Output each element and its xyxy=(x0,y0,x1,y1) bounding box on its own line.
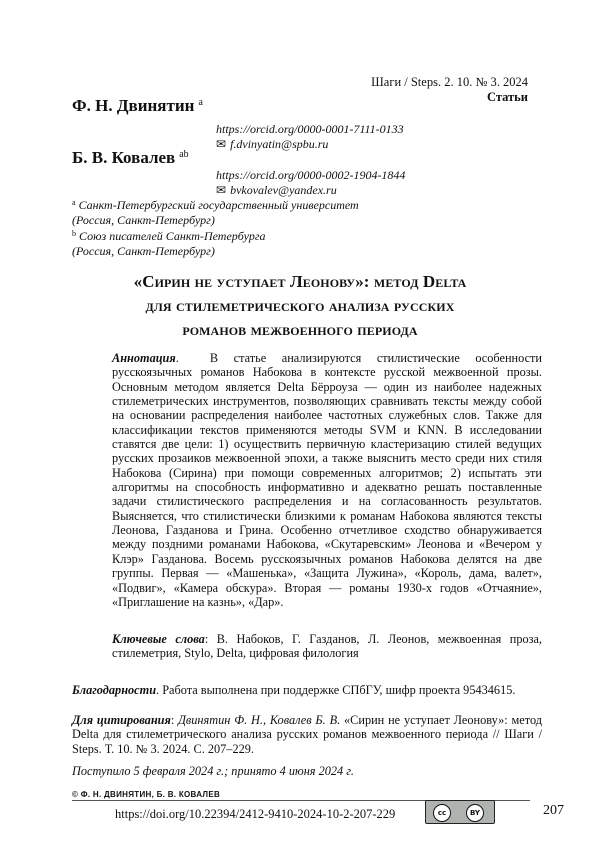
title-line-2: для стилеметрического анализа русских xyxy=(145,296,455,315)
author-1-contacts xyxy=(216,122,404,152)
author-1 xyxy=(72,96,203,116)
attribution-icon: BY xyxy=(466,804,484,822)
acknowledgments-text: Работа выполнена при поддержке СПбГУ, шифр проекта 95434615. xyxy=(162,683,516,697)
author-name: Ф. Н. Двинятин xyxy=(72,96,195,115)
acknowledgments-label: Благодарности xyxy=(72,683,157,697)
affiliation-b-location: (Россия, Санкт-Петербург) xyxy=(72,243,215,258)
page-number: 207 xyxy=(543,803,564,818)
affiliations xyxy=(72,196,359,258)
journal-issue: Шаги / Steps. 2. 10. № 3. 2024 xyxy=(371,75,528,89)
email-link[interactable]: bvkovalev@yandex.ru xyxy=(230,183,337,197)
citation-authors: Двинятин Ф. Н., Ковалев Б. В. xyxy=(178,713,341,727)
cc-by-license-badge[interactable] xyxy=(425,800,495,824)
author-affiliation-mark: a xyxy=(198,97,203,108)
title-line-1: «Сирин не уступает Леонову»: метод Delta xyxy=(133,272,467,291)
keywords: Ключевые слова: В. Набоков, Г. Газданов, Л. Леонов, межвоенная проза, стилеметрия, Stylo, Delta, цифровая филология xyxy=(112,632,543,661)
received-dates: Поступило 5 февраля 2024 г.; принято 4 июня 2024 г. xyxy=(72,764,354,778)
affiliation-mark: b xyxy=(72,229,76,238)
keywords-text: В. Набоков, Г. Газданов, Л. Леонов, межвоенная проза, стилеметрия, Stylo, Delta, цифровая филология xyxy=(112,632,543,661)
title-line-3: романов межвоенного периода xyxy=(182,320,418,339)
author-2 xyxy=(72,148,189,168)
affiliation-mark: a xyxy=(72,198,76,207)
article-title xyxy=(60,270,540,342)
envelope-icon: ✉ xyxy=(216,137,227,151)
author-affiliation-mark: ab xyxy=(179,149,189,160)
orcid-link[interactable]: https://orcid.org/0000-0001-7111-0133 xyxy=(216,122,404,136)
affiliation-name: Санкт-Петербургский государственный университет xyxy=(78,198,359,212)
acknowledgments: Благодарности. Работа выполнена при поддержке СПбГУ, шифр проекта 95434615. xyxy=(72,683,516,697)
email-link[interactable]: f.dvinyatin@spbu.ru xyxy=(230,137,329,151)
copyright-notice: © Ф. Н. ДВИНЯТИН, Б. В. КОВАЛЕВ xyxy=(72,790,226,799)
author-name: Б. В. Ковалев xyxy=(72,148,176,167)
affiliation-name: Союз писателей Санкт-Петербурга xyxy=(79,229,266,243)
abstract-label: Аннотация xyxy=(112,351,176,365)
envelope-icon: ✉ xyxy=(216,183,227,197)
journal-section: Статьи xyxy=(486,90,528,104)
abstract: Аннотация. В статье анализируются стилистические особенности русскоязычных романов Набокова в контексте русской межвоенной прозы. Основным методом является Delta Бёрроуза — один из наиболее надежных стилеметрических инструментов, позволяющих сравнивать тексты между собой на основании распределения наиболее частотных служебных слов. Также для классификации текстов применяются методы SVM и KNN. В исследовании ставятся две цели: 1) осуществить первичную кластеризацию стилей ведущих русских прозаиков межвоенной эпохи, а также выяснить место среди них стиля Набокова (Сирина) при помощи современных алгоритмов; 2) испытать эти алгоритмы на способность информативно и адекватно решать поставленные задачи стилистического распределения и на согласованность результатов. Выясняется, что стилистически близкими к романам Набокова являются тексты Леонова, Газданова и Грина. Особенно отчетливое сходство обнаруживается между поздними романами Набокова, «Скутаревским» Леонова и «Вечером у Клэр» Газданова. Восемь русскоязычных романов Набокова делятся на две группы. Первая — «Машенька», «Защита Лужина», «Король, дама, валет», «Подвиг», «Камера обскура». Вторая — романы 1930-х годов «Отчаяние», «Приглашение на казнь», «Дар». xyxy=(112,351,542,609)
cc-icon: cc xyxy=(433,804,451,822)
citation-label: Для цитирования xyxy=(72,713,171,727)
email-line xyxy=(216,137,404,152)
journal-header xyxy=(371,75,528,105)
doi-link[interactable]: https://doi.org/10.22394/2412-9410-2024-10-2-207-229 xyxy=(115,807,396,821)
affiliation-b xyxy=(72,227,359,244)
citation-text: «Сирин не уступает Леонову»: метод Delta для стилеметрического анализа русских романов межвоенного периода // Шаги / Steps. Т. 10. № 3. 2024. С. 207–229. xyxy=(72,713,542,756)
affiliation-a-location: (Россия, Санкт-Петербург) xyxy=(72,212,215,227)
abstract-text: В статье анализируются стилистические особенности русскоязычных романов Набокова в контексте русской межвоенной прозы. Основным методом является Delta Бёрроуза — один из наиболее надежных стилеметрических инструментов, позволяющих сравнивать тексты между собой на основании распределения наиболее частотных служебных слов. Также для классификации текстов применяются методы SVM и KNN. В исследовании ставятся две цели: 1) осуществить первичную кластеризацию стилей ведущих русских прозаиков межвоенной эпохи, а также выяснить место среди них стиля Набокова (Сирина) при помощи современных алгоритмов; 2) испытать эти алгоритмы на способность информативно и адекватно решать поставленные задачи стилистического распределения и на согласованность результатов. Выясняется, что стилистически близкими к романам Набокова являются тексты Леонова, Газданова и Грина. Особенно отчетливое сходство обнаруживается между поздними романами Набокова, «Скутаревским» Леонова и «Вечером у Клэр» Газданова. Восемь русскоязычных романов Набокова делятся на две группы. Первая — «Машенька», «Защита Лужина», «Король, дама, валет», «Подвиг», «Камера обскура». Вторая — романы 1930-х годов «Отчаяние», «Приглашение на казнь», «Дар». xyxy=(112,351,542,609)
affiliation-a xyxy=(72,196,359,213)
citation: Для цитирования: Двинятин Ф. Н., Ковалев Б. В. «Сирин не уступает Леонову»: метод Delta для стилеметрического анализа русских романов межвоенного периода // Шаги / Steps. Т. 10. № 3. 2024. С. 207–229. xyxy=(72,713,542,756)
keywords-label: Ключевые слова xyxy=(112,632,205,646)
author-2-contacts xyxy=(216,168,405,198)
orcid-link[interactable]: https://orcid.org/0000-0002-1904-1844 xyxy=(216,168,406,182)
